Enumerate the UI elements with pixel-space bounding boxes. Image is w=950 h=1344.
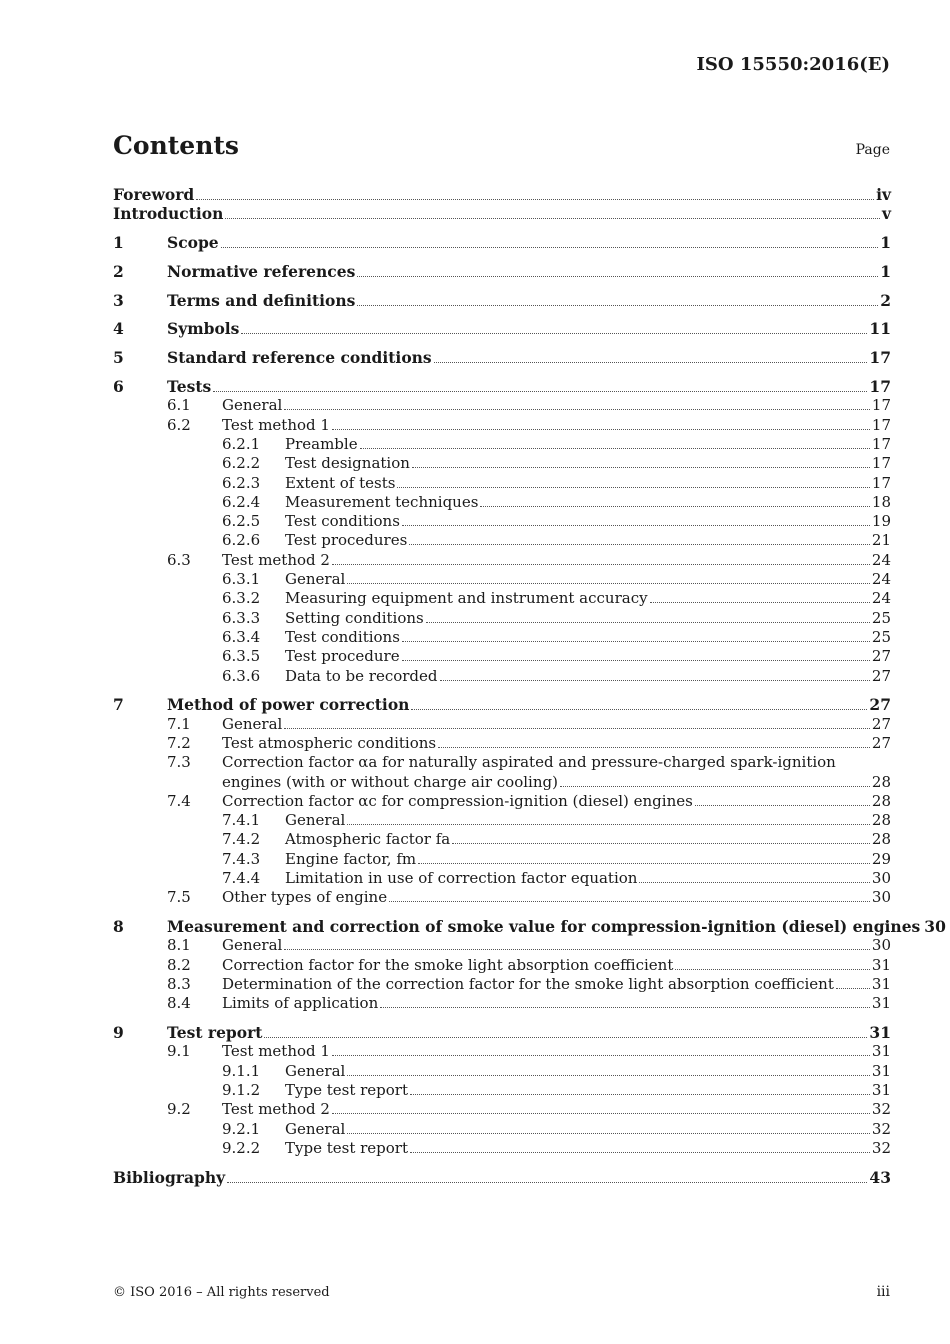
toc-entry-page: v [881, 204, 891, 224]
toc-entry-title: Measuring equipment and instrument accuracy [285, 589, 648, 608]
table-of-contents [113, 185, 946, 1187]
toc-entry[interactable] [113, 531, 891, 550]
toc-entry-title: Method of power correction [167, 695, 410, 715]
toc-entry-number: 6.3.3 [222, 608, 261, 627]
toc-entry-title: Symbols [167, 319, 240, 339]
toc-entry-page: 32 [871, 1138, 891, 1157]
dot-leader [332, 563, 870, 565]
toc-entry-title: Type test report [285, 1138, 409, 1157]
toc-entry-number: 1 [113, 233, 124, 253]
toc-entry-title: Normative references [167, 261, 356, 281]
toc-entry-page: 1 [880, 233, 891, 253]
toc-entry-page: 19 [871, 512, 891, 531]
toc-entry[interactable] [113, 570, 891, 589]
toc-entry-page: 31 [871, 955, 891, 974]
toc-entry-title: Tests [167, 377, 212, 397]
toc-entry-page: 27 [871, 647, 891, 666]
toc-entry-number: 9.1.1 [222, 1061, 261, 1080]
toc-entry-page: 29 [871, 849, 891, 868]
dot-leader [357, 304, 878, 306]
toc-entry-number: 9.1 [167, 1042, 191, 1061]
toc-entry[interactable] [113, 715, 891, 734]
toc-entry-title: Correction factor αa for naturally aspirated and pressure-charged spark-ignition [222, 753, 836, 772]
toc-entry-page: 28 [871, 830, 891, 849]
toc-entry-title: Introduction [113, 204, 224, 224]
toc-entry-number: 9 [113, 1023, 124, 1043]
toc-entry-title: Test method 1 [222, 1042, 330, 1061]
toc-entry-title: Standard reference conditions [167, 348, 432, 368]
toc-entry-title: Scope [167, 233, 219, 253]
toc-entry[interactable] [113, 830, 891, 849]
toc-entry-title: Preamble [285, 434, 358, 453]
toc-entry-title: Extent of tests [285, 473, 396, 492]
dot-leader [347, 823, 870, 825]
toc-entry-page: 31 [871, 1061, 891, 1080]
toc-entry-title: Test procedure [285, 647, 400, 666]
toc-entry[interactable] [113, 850, 891, 869]
toc-entry-title: Foreword [113, 185, 195, 204]
copyright-notice: © ISO 2016 – All rights reserved [113, 1285, 330, 1300]
toc-entry-title: Test procedures [285, 531, 408, 550]
toc-entry[interactable] [113, 1081, 891, 1100]
toc-entry-title: Measurement techniques [285, 492, 479, 511]
dot-leader [397, 486, 869, 488]
toc-entry-title: Test atmospheric conditions [222, 733, 437, 752]
toc-entry-number: 9.2.1 [222, 1119, 261, 1138]
dot-leader [434, 361, 868, 363]
toc-entry[interactable] [113, 262, 891, 281]
dot-leader [241, 332, 867, 334]
toc-entry-number: 7.2 [167, 733, 191, 752]
toc-entry-page: 31 [869, 1023, 891, 1043]
toc-entry[interactable] [113, 1168, 891, 1187]
toc-entry-page: 32 [871, 1119, 891, 1138]
toc-entry-number: 4 [113, 319, 124, 339]
toc-entry-page: 31 [871, 1080, 891, 1099]
toc-entry-number: 5 [113, 348, 124, 368]
dot-leader [402, 524, 870, 526]
toc-entry-number: 7.5 [167, 888, 191, 907]
toc-entry[interactable] [113, 1023, 891, 1042]
toc-entry-title: Test method 1 [222, 415, 330, 434]
toc-entry-title: Terms and definitions [167, 290, 356, 310]
toc-entry[interactable] [113, 917, 946, 937]
toc-entry-number: 8.2 [167, 955, 191, 974]
page-number: iii [876, 1284, 890, 1300]
toc-entry-number: 6.2.5 [222, 512, 261, 531]
dot-leader [196, 198, 874, 200]
toc-entry-number: 7.4.4 [222, 869, 261, 887]
dot-leader [227, 1181, 867, 1183]
dot-leader [440, 679, 870, 681]
toc-entry[interactable] [113, 291, 891, 310]
toc-entry-page: 28 [871, 772, 891, 791]
toc-entry-page: 17 [871, 415, 891, 434]
toc-entry-page: 17 [871, 454, 891, 473]
toc-entry-title: Setting conditions [285, 608, 424, 627]
toc-entry-title: Test designation [285, 454, 410, 473]
toc-entry-number: 8.3 [167, 974, 191, 993]
toc-entry[interactable] [113, 956, 891, 975]
dot-leader [402, 659, 870, 661]
toc-entry-number: 3 [113, 290, 124, 310]
toc-entry[interactable] [113, 474, 891, 493]
toc-entry[interactable] [113, 869, 891, 888]
toc-entry-title: General [285, 1061, 346, 1080]
toc-entry-page: 21 [871, 531, 891, 550]
toc-entry[interactable] [113, 435, 891, 454]
toc-entry-number: 7.4.1 [222, 811, 261, 830]
dot-leader [411, 708, 867, 710]
toc-entry-page: 30 [924, 917, 946, 937]
toc-entry[interactable] [113, 628, 891, 647]
toc-entry-page: 31 [871, 974, 891, 993]
toc-entry-title: Determination of the correction factor for the smoke light absorption coefficient [222, 974, 834, 993]
toc-entry[interactable] [113, 396, 891, 415]
toc-entry[interactable] [113, 512, 891, 531]
dot-leader [284, 408, 870, 410]
toc-entry-title: Type test report [285, 1080, 409, 1099]
toc-entry-title: Test method 2 [222, 1100, 330, 1119]
toc-entry[interactable] [113, 589, 891, 608]
toc-entry-number: 7.1 [167, 714, 191, 733]
toc-entry-number: 9.2.2 [222, 1138, 261, 1157]
dot-leader [264, 1036, 867, 1038]
toc-entry[interactable] [113, 647, 891, 666]
toc-entry-title: General [222, 396, 283, 415]
dot-leader [410, 1093, 870, 1095]
toc-entry-number: 6.2.4 [222, 492, 261, 511]
dot-leader [452, 842, 870, 844]
dot-leader [389, 900, 870, 902]
toc-entry-number: 7.4.3 [222, 849, 261, 868]
dot-leader [410, 1151, 870, 1153]
toc-entry[interactable] [113, 1100, 891, 1119]
toc-entry[interactable] [113, 551, 891, 570]
toc-entry-page: 24 [871, 589, 891, 608]
dot-leader [438, 746, 870, 748]
toc-entry[interactable] [113, 1139, 891, 1158]
toc-entry[interactable] [113, 348, 891, 367]
toc-entry-number: 7.4.2 [222, 830, 261, 849]
toc-entry-page: iv [876, 185, 891, 204]
toc-entry-page: 17 [869, 377, 891, 397]
toc-entry-number: 6.2.2 [222, 454, 261, 473]
toc-entry-number: 9.2 [167, 1100, 191, 1119]
dot-leader [560, 785, 870, 787]
toc-entry-number: 6.2.6 [222, 531, 261, 550]
toc-entry-number: 7.3 [167, 753, 191, 772]
dot-leader [412, 466, 870, 468]
toc-entry-title: General [222, 936, 283, 955]
toc-entry-page: 17 [869, 348, 891, 368]
toc-entry[interactable] [113, 1062, 891, 1081]
toc-entry[interactable] [113, 454, 891, 473]
toc-entry-title: Engine factor, fm [285, 849, 417, 868]
toc-entry-title: Atmospheric factor fa [285, 830, 451, 849]
toc-entry-title: Limits of application [222, 994, 379, 1013]
toc-entry[interactable] [113, 185, 891, 204]
toc-entry-number: 8 [113, 917, 124, 937]
toc-entry-page: 25 [871, 608, 891, 627]
toc-entry-number: 9.1.2 [222, 1080, 261, 1099]
toc-entry-title: Bibliography [113, 1167, 226, 1187]
toc-entry-page: 28 [871, 791, 891, 810]
dot-leader [347, 582, 870, 584]
toc-entry[interactable] [113, 936, 891, 955]
toc-entry-title: General [285, 811, 346, 830]
toc-entry-page: 24 [871, 570, 891, 589]
toc-entry[interactable] [113, 888, 891, 907]
toc-entry-number: 6.3.5 [222, 647, 261, 666]
dot-leader [402, 640, 870, 642]
toc-entry-page: 31 [871, 994, 891, 1013]
dot-leader [418, 862, 870, 864]
dot-leader [347, 1132, 870, 1134]
toc-entry[interactable] [113, 1120, 891, 1139]
toc-entry-page: 30 [871, 869, 891, 887]
dot-leader [675, 968, 870, 970]
toc-entry-title: General [285, 570, 346, 589]
toc-entry-page: 27 [871, 666, 891, 685]
toc-entry-number: 6.1 [167, 396, 191, 415]
toc-entry-title: Test method 2 [222, 550, 330, 569]
dot-leader [284, 948, 870, 950]
toc-entry-number: 7 [113, 695, 124, 715]
toc-entry-title: Measurement and correction of smoke value for compression-ignition (diesel) engines [167, 917, 921, 937]
toc-entry-page: 17 [871, 473, 891, 492]
dot-leader [213, 390, 867, 392]
toc-entry[interactable] [113, 975, 891, 994]
dot-leader [357, 275, 878, 277]
toc-entry[interactable] [113, 792, 891, 811]
toc-entry-number: 6.3.1 [222, 570, 261, 589]
page-column-label: Page [855, 142, 890, 158]
toc-entry-title: General [285, 1119, 346, 1138]
toc-entry[interactable] [113, 609, 891, 628]
toc-entry-page: 30 [871, 936, 891, 955]
dot-leader [221, 246, 879, 248]
toc-entry[interactable] [113, 377, 891, 396]
toc-entry[interactable] [113, 493, 891, 512]
toc-entry-page: 18 [871, 492, 891, 511]
document-id: ISO 15550:2016(E) [696, 54, 890, 75]
toc-entry-page: 11 [869, 319, 891, 339]
toc-entry-number: 2 [113, 261, 124, 281]
toc-entry-page: 31 [871, 1042, 891, 1061]
toc-entry-page: 28 [871, 811, 891, 830]
dot-leader [836, 987, 870, 989]
toc-entry[interactable] [113, 994, 891, 1013]
toc-entry[interactable] [113, 753, 891, 792]
toc-entry-page: 25 [871, 627, 891, 646]
toc-entry[interactable] [113, 811, 891, 830]
toc-entry-title: Test conditions [285, 627, 400, 646]
toc-entry-page: 17 [871, 434, 891, 453]
toc-entry[interactable] [113, 319, 891, 338]
toc-entry-title: Other types of engine [222, 888, 388, 907]
dot-leader [284, 727, 870, 729]
toc-entry-number: 6.3 [167, 550, 191, 569]
toc-entry-number: 6.3.6 [222, 666, 261, 685]
toc-entry[interactable] [113, 734, 891, 753]
dot-leader [480, 505, 870, 507]
toc-entry[interactable] [113, 667, 891, 686]
toc-entry-number: 7.4 [167, 791, 191, 810]
toc-entry-page: 17 [871, 396, 891, 415]
toc-entry-page: 30 [871, 888, 891, 907]
dot-leader [650, 601, 870, 603]
toc-entry-page: 27 [871, 733, 891, 752]
toc-entry-title: Correction factor for the smoke light absorption coefficient [222, 955, 674, 974]
dot-leader [332, 1112, 870, 1114]
toc-entry-title: Correction factor αc for compression-ignition (diesel) engines [222, 791, 693, 810]
dot-leader [360, 447, 870, 449]
dot-leader [347, 1074, 870, 1076]
toc-entry-number: 6.3.2 [222, 589, 261, 608]
toc-entry-page: 32 [871, 1100, 891, 1119]
toc-entry-page: 2 [880, 290, 891, 310]
dot-leader [225, 217, 880, 219]
toc-entry-title: Limitation in use of correction factor equation [285, 869, 638, 887]
dot-leader [639, 881, 869, 883]
toc-entry[interactable] [113, 1042, 891, 1061]
toc-entry-number: 6.2 [167, 415, 191, 434]
toc-entry-number: 6.2.1 [222, 434, 261, 453]
toc-entry-title: Test report [167, 1023, 263, 1043]
toc-entry[interactable] [113, 695, 891, 714]
toc-entry[interactable] [113, 233, 891, 252]
toc-entry-page: 24 [871, 550, 891, 569]
dot-leader [695, 804, 870, 806]
dot-leader [409, 543, 870, 545]
toc-entry-page: 43 [869, 1167, 891, 1187]
contents-title: Contents [113, 131, 240, 160]
dot-leader [380, 1006, 870, 1008]
toc-entry-title: Test conditions [285, 512, 400, 531]
toc-entry-page: 1 [880, 261, 891, 281]
toc-entry-number: 6 [113, 377, 124, 397]
toc-entry[interactable] [113, 416, 891, 435]
toc-entry-title: General [222, 714, 283, 733]
dot-leader [332, 428, 870, 430]
toc-entry-page: 27 [871, 714, 891, 733]
toc-entry-number: 8.4 [167, 994, 191, 1013]
toc-entry[interactable] [113, 204, 891, 223]
toc-entry-number: 6.3.4 [222, 627, 261, 646]
toc-entry-number: 8.1 [167, 936, 191, 955]
dot-leader [426, 621, 870, 623]
toc-entry-page: 27 [869, 695, 891, 715]
dot-leader [332, 1054, 870, 1056]
toc-entry-title: Data to be recorded [285, 666, 438, 685]
toc-entry-number: 6.2.3 [222, 473, 261, 492]
toc-entry-title-continuation: engines (with or without charge air cooling) [222, 772, 558, 791]
